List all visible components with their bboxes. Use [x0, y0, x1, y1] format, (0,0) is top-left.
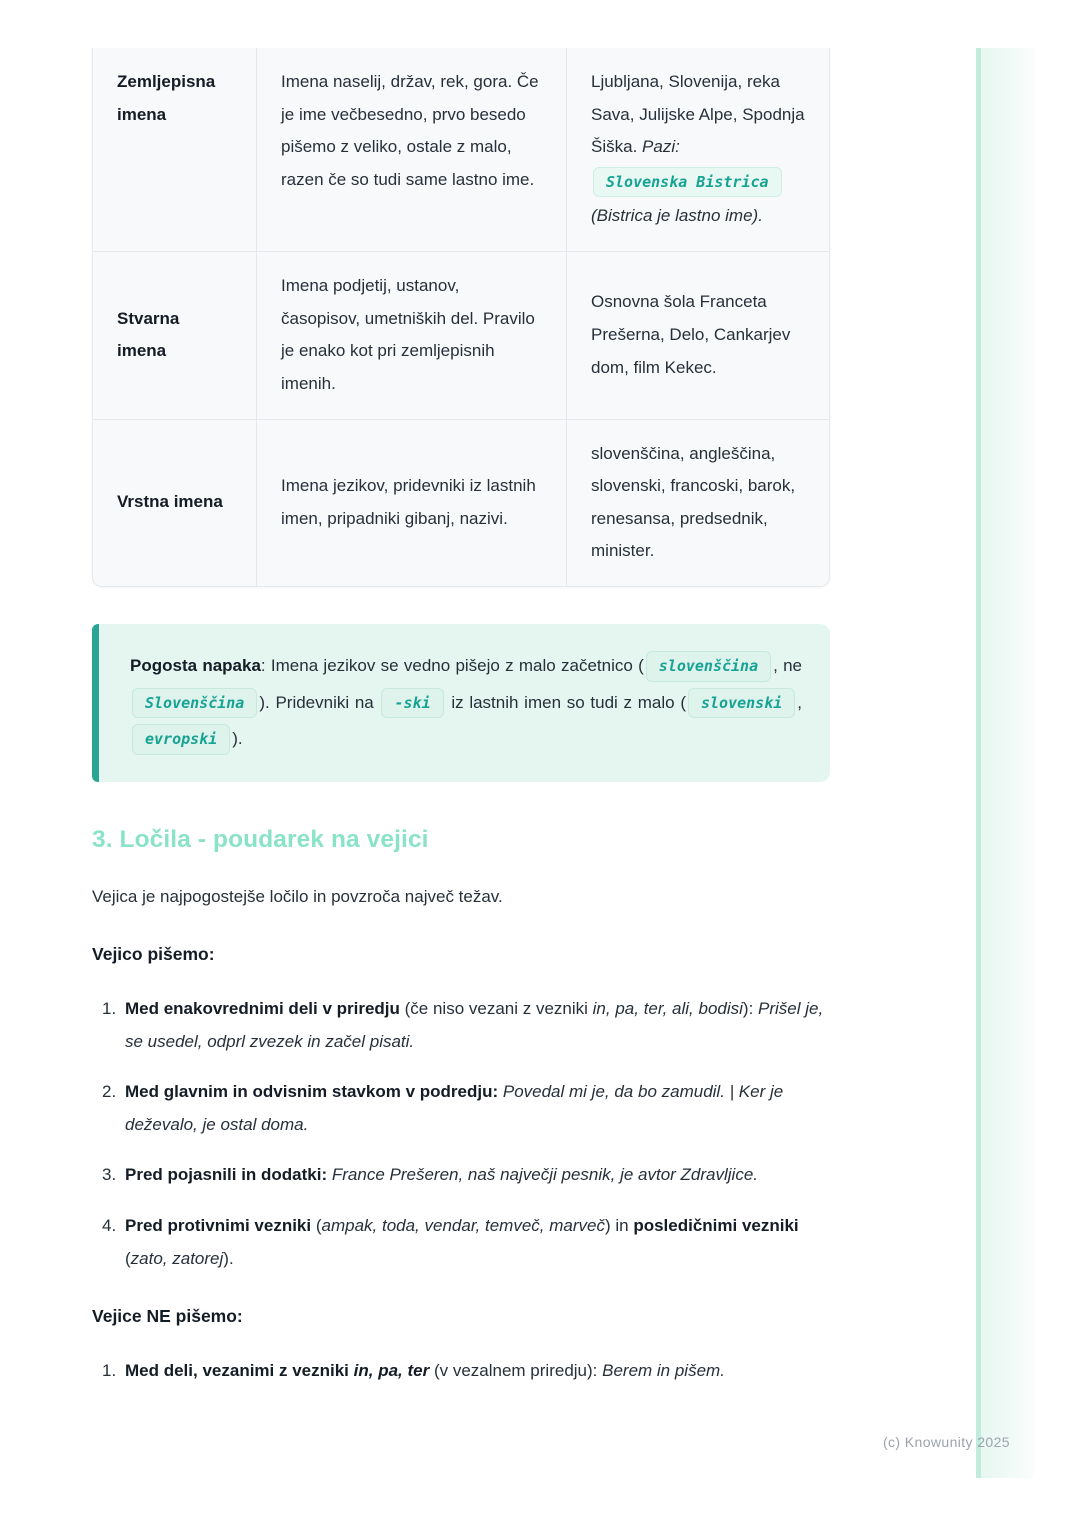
list-item	[102, 1075, 830, 1141]
table-cell-term: Stvarna imena	[93, 251, 256, 419]
list-item-number: 3.	[102, 1165, 117, 1185]
comma-not-written-list	[92, 1354, 830, 1387]
table-cell-definition: Imena naselij, držav, rek, gora. Če je ime večbesedno, prvo besedo pišemo z veliko, ostale z malo, razen če so tudi same lastno ime.	[256, 48, 566, 251]
copyright-footer: (c) Knowunity 2025	[882, 1434, 1010, 1450]
list-item-text: Med glavnim in odvisnim stavkom v podredju: Povedal mi je, da bo zamudil. | Ker je deževalo, je ostal doma.	[125, 1082, 784, 1135]
table-cell-definition: Imena jezikov, pridevniki iz lastnih imen, pripadniki gibanj, nazivi.	[256, 419, 566, 587]
table-cell-term: Vrstna imena	[93, 419, 256, 587]
naming-rules-table	[92, 48, 830, 587]
table-row	[93, 251, 829, 419]
list-item-text: Pred pojasnili in dodatki: France Prešeren, naš največji pesnik, je avtor Zdravljice.	[125, 1165, 759, 1185]
callout-text: Pogosta napaka: Imena jezikov se vedno pišejo z malo začetnico ( slovenščina , ne Slovenščina ). Pridevniki na -ski iz lastnih imen so tudi z malo ( slovenski , evropski ).	[130, 656, 802, 748]
list-label-not-written: Vejice NE pišemo:	[92, 1305, 243, 1326]
list-item	[102, 992, 830, 1058]
list-item-text: Pred protivnimi vezniki (ampak, toda, vendar, temveč, marveč) in posledičnimi vezniki (zato, zatorej).	[125, 1215, 799, 1268]
table-cell-examples: Ljubljana, Slovenija, reka Sava, Julijske Alpe, Spodnja Šiška. Pazi: Slovenska Bistrica (Bistrica je lastno ime).	[566, 48, 829, 251]
table-cell-definition: Imena podjetij, ustanov, časopisov, umetniških del. Pravilo je enako kot pri zemljepisnih imenih.	[256, 251, 566, 419]
table-cell-term: Zemljepisna imena	[93, 48, 256, 251]
list-item-number: 1.	[102, 1360, 117, 1380]
list-item-text: Med enakovrednimi deli v priredju (če niso vezani z vezniki in, pa, ter, ali, bodisi): Prišel je, se usedel, odprl zvezek in začel pisati.	[125, 998, 824, 1051]
section-intro-paragraph: Vejica je najpogostejše ločilo in povzroča največ težav.	[92, 886, 503, 906]
table-cell-examples: slovenščina, angleščina, slovenski, francoski, barok, renesansa, predsednik, minister.	[566, 419, 829, 587]
document-content	[92, 48, 830, 1387]
list-item-text: Med deli, vezanimi z vezniki in, pa, ter (v vezalnem priredju): Berem in pišem.	[125, 1360, 725, 1380]
list-item-number: 2.	[102, 1082, 117, 1102]
list-label-written: Vejico pišemo:	[92, 943, 215, 964]
list-item-number: 1.	[102, 998, 117, 1018]
list-item	[102, 1158, 830, 1191]
comma-written-list	[92, 992, 830, 1275]
table-cell-examples: Osnovna šola Franceta Prešerna, Delo, Cankarjev dom, film Kekec.	[566, 251, 829, 419]
list-item-number: 4.	[102, 1215, 117, 1235]
common-mistake-callout	[92, 624, 830, 782]
section-heading: 3. Ločila - poudarek na vejici	[92, 825, 429, 853]
decorative-side-strip	[976, 48, 1034, 1478]
list-item	[102, 1209, 830, 1275]
table-row	[93, 419, 829, 587]
table-row	[93, 48, 829, 251]
list-item	[102, 1354, 830, 1387]
